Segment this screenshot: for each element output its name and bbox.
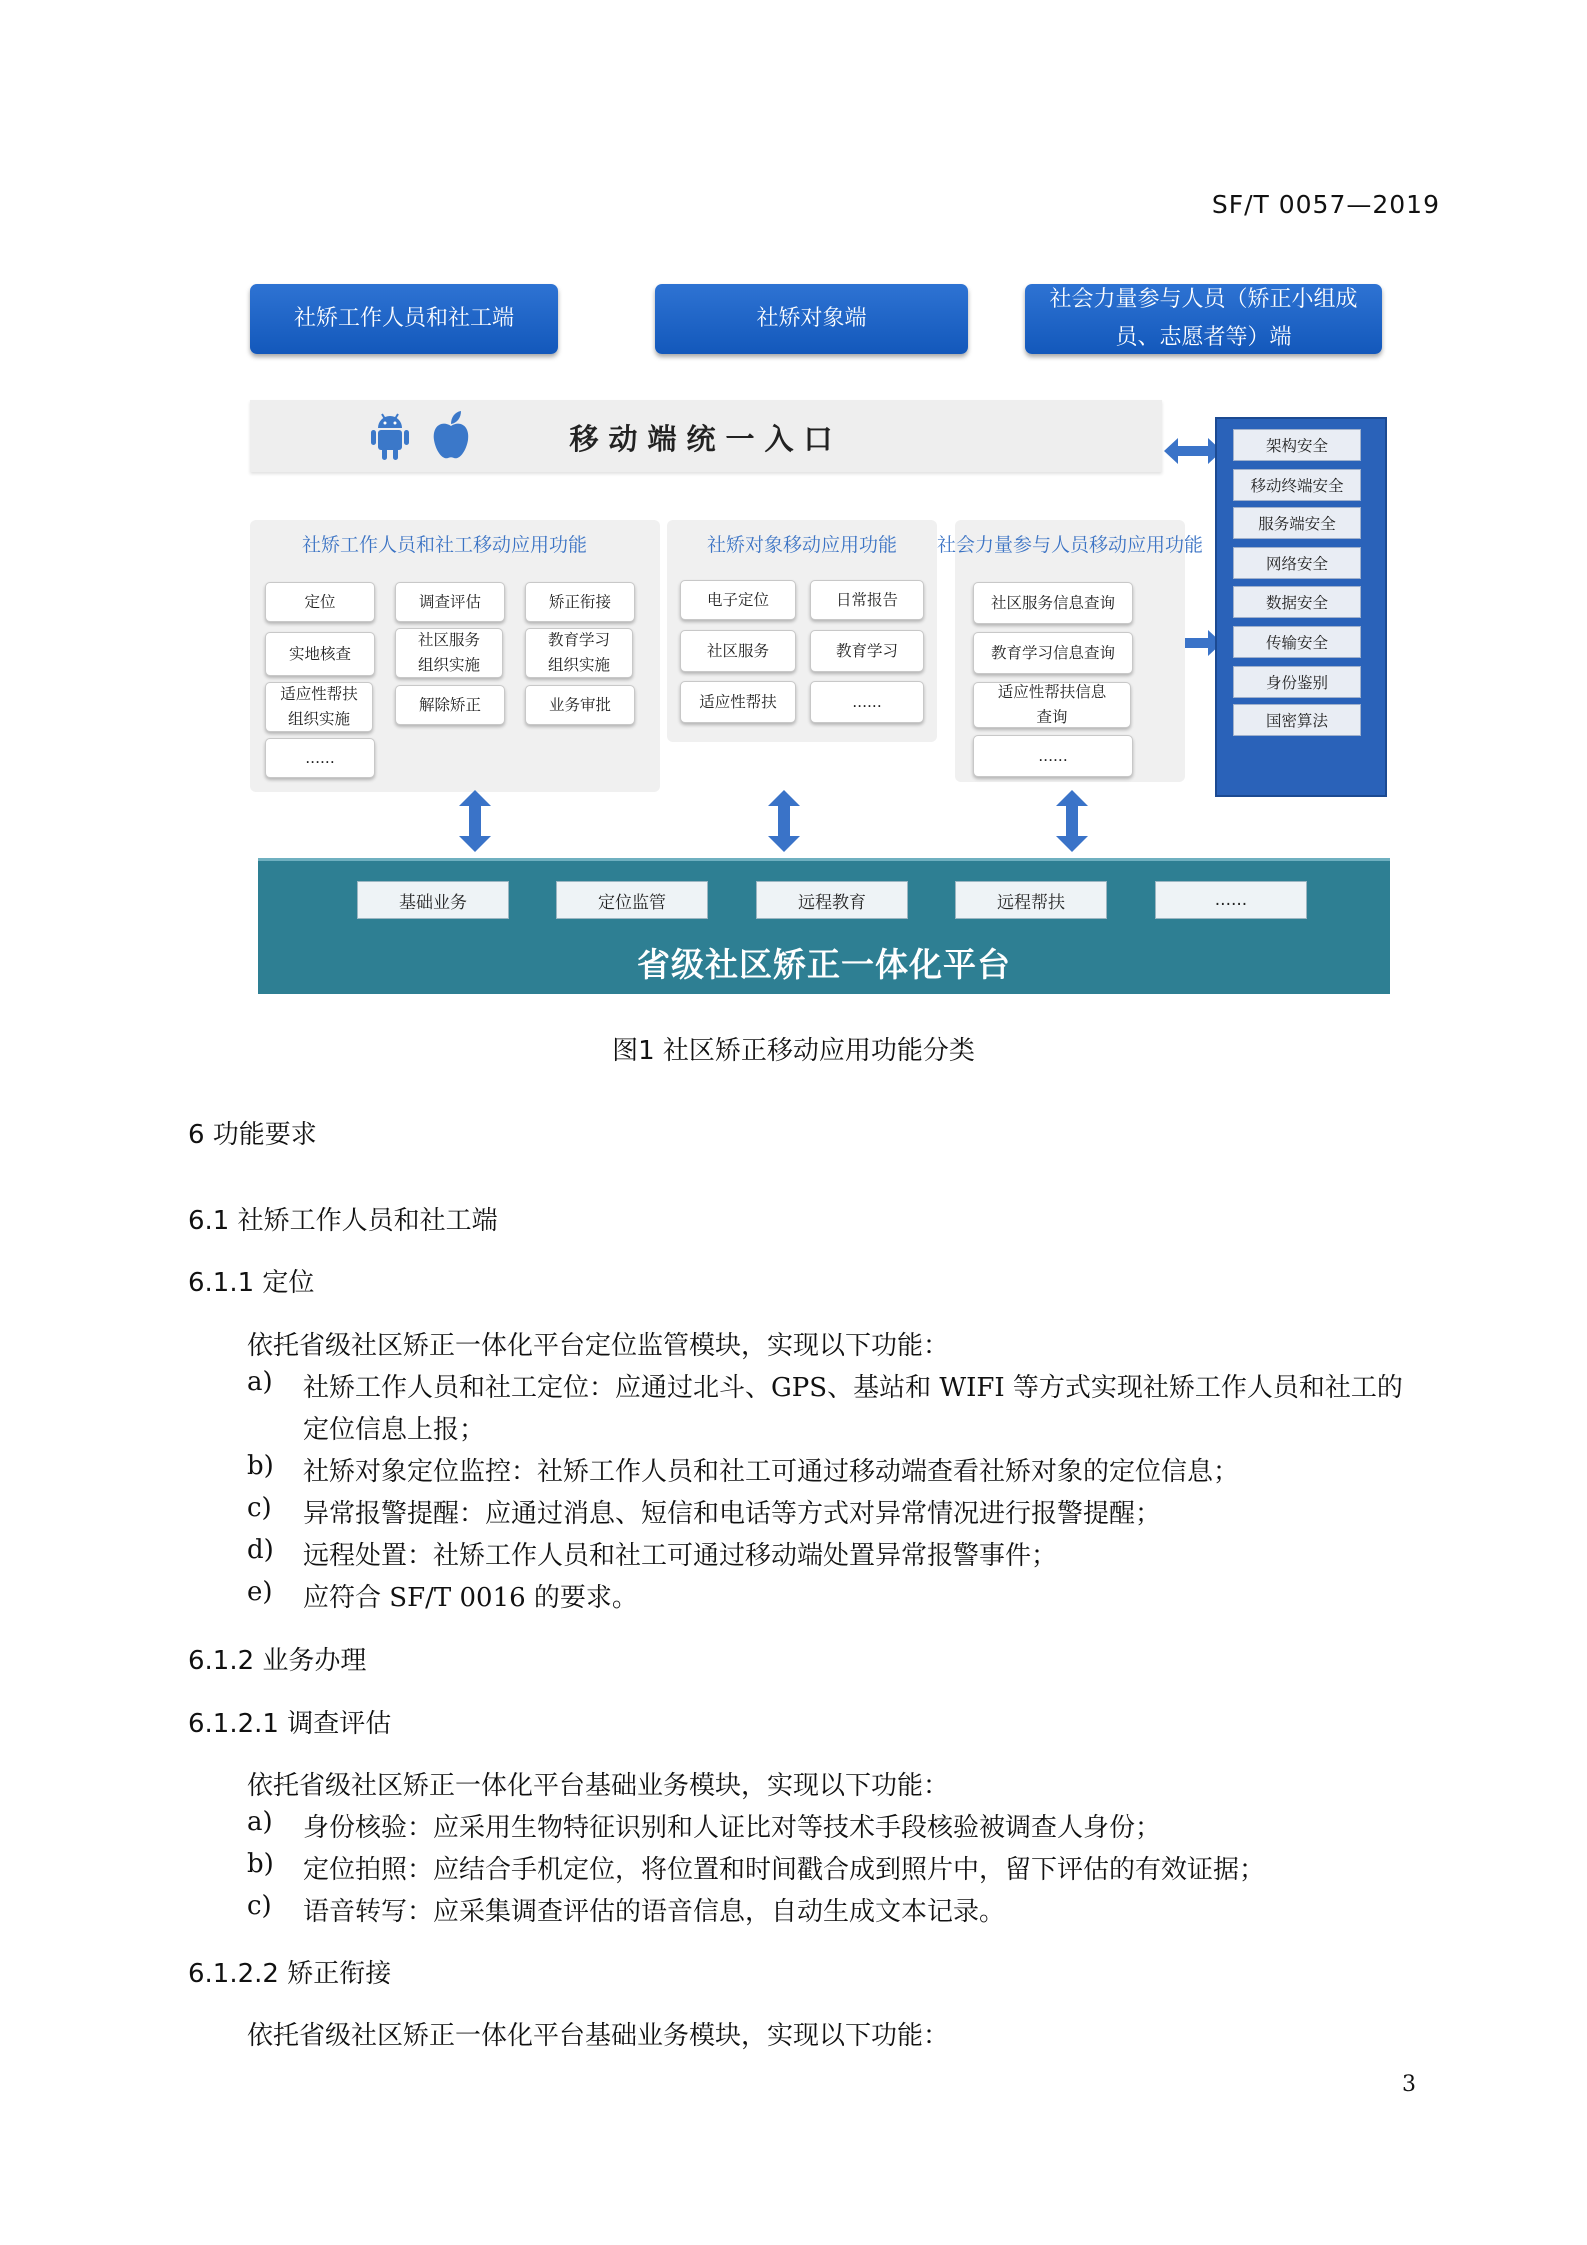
figure-caption: 图1 社区矫正移动应用功能分类 bbox=[612, 1036, 975, 1066]
security-column bbox=[1215, 417, 1387, 797]
function-box: 社区服务 bbox=[680, 630, 796, 672]
document-id: SF/T 0057—2019 bbox=[1211, 190, 1440, 219]
mobile-entry-bar bbox=[250, 400, 1162, 472]
platform-module: 定位监管 bbox=[556, 881, 708, 919]
list-item: 异常报警提醒：应通过消息、短信和电话等方式对异常情况进行报警提醒； bbox=[303, 1499, 1162, 1529]
security-item: 服务端安全 bbox=[1233, 507, 1361, 539]
section-heading: 6 功能要求 bbox=[188, 1120, 317, 1150]
list-label: b) bbox=[247, 1451, 274, 1481]
function-box: 教育学习 bbox=[810, 630, 924, 672]
section-heading: 6.1.2.1 调查评估 bbox=[188, 1709, 392, 1739]
list-item: 定位拍照：应结合手机定位，将位置和时间戳合成到照片中，留下评估的有效证据； bbox=[303, 1855, 1266, 1885]
list-label: b) bbox=[247, 1849, 274, 1879]
list-label: d) bbox=[247, 1535, 274, 1565]
security-item: 移动终端安全 bbox=[1233, 469, 1361, 501]
paragraph: 依托省级社区矫正一体化平台基础业务模块，实现以下功能： bbox=[247, 2021, 950, 2051]
function-box: 社区服务组织实施 bbox=[395, 628, 503, 678]
architecture-figure bbox=[0, 0, 1587, 1000]
list-item: 身份核验：应采用生物特征识别和人证比对等技术手段核验被调查人身份； bbox=[303, 1813, 1162, 1843]
function-box: 定位 bbox=[265, 582, 375, 622]
function-box: ...... bbox=[265, 738, 375, 778]
social-function-panel bbox=[936, 520, 1203, 782]
platform-title: 省级社区矫正一体化平台 bbox=[637, 945, 1011, 984]
list-label: a) bbox=[247, 1367, 273, 1397]
function-box: ...... bbox=[973, 735, 1133, 777]
offender-function-panel bbox=[667, 520, 937, 742]
function-box: 业务审批 bbox=[525, 685, 635, 725]
function-box: 适应性帮扶 bbox=[680, 681, 796, 723]
list-item: 应符合 SF/T 0016 的要求。 bbox=[303, 1583, 638, 1613]
platform-module: ...... bbox=[1155, 881, 1307, 919]
vertical-double-arrow-icon bbox=[457, 790, 493, 852]
panel-title: 社会力量参与人员移动应用功能 bbox=[936, 534, 1203, 556]
function-box: 电子定位 bbox=[680, 580, 796, 620]
page-number: 3 bbox=[1402, 2072, 1416, 2097]
mobile-entry-title: 移动端统一入口 bbox=[569, 422, 843, 456]
staff-function-panel bbox=[250, 520, 660, 792]
paragraph: 依托省级社区矫正一体化平台定位监管模块，实现以下功能： bbox=[247, 1331, 950, 1361]
platform-module: 远程帮扶 bbox=[955, 881, 1107, 919]
security-item: 身份鉴别 bbox=[1233, 666, 1361, 698]
section-heading: 6.1 社矫工作人员和社工端 bbox=[188, 1206, 498, 1236]
list-item: 远程处置：社矫工作人员和社工可通过移动端处置异常报警事件； bbox=[303, 1541, 1058, 1571]
security-item: 架构安全 bbox=[1233, 429, 1361, 461]
client-social-button: 社会力量参与人员（矫正小组成员、志愿者等）端 bbox=[1025, 284, 1382, 354]
function-box: 教育学习信息查询 bbox=[973, 632, 1133, 674]
security-item: 国密算法 bbox=[1233, 704, 1361, 736]
list-item: 社矫对象定位监控：社矫工作人员和社工可通过移动端查看社矫对象的定位信息； bbox=[303, 1457, 1240, 1487]
security-item: 传输安全 bbox=[1233, 626, 1361, 658]
platform-module: 基础业务 bbox=[357, 881, 509, 919]
security-item: 网络安全 bbox=[1233, 547, 1361, 579]
function-box: 调查评估 bbox=[395, 582, 505, 622]
list-label: c) bbox=[247, 1891, 272, 1921]
paragraph: 依托省级社区矫正一体化平台基础业务模块，实现以下功能： bbox=[247, 1771, 950, 1801]
function-box: 矫正衔接 bbox=[525, 582, 635, 622]
platform-module: 远程教育 bbox=[756, 881, 908, 919]
list-label: c) bbox=[247, 1493, 272, 1523]
section-heading: 6.1.2.2 矫正衔接 bbox=[188, 1959, 392, 1989]
double-arrow-icon bbox=[1164, 436, 1222, 466]
security-item: 数据安全 bbox=[1233, 586, 1361, 618]
function-box: 日常报告 bbox=[810, 580, 924, 620]
provincial-platform bbox=[258, 858, 1390, 994]
function-box: ...... bbox=[810, 681, 924, 723]
vertical-double-arrow-icon bbox=[766, 790, 802, 852]
function-box: 解除矫正 bbox=[395, 685, 505, 725]
function-box: 教育学习组织实施 bbox=[525, 628, 633, 678]
function-box: 社区服务信息查询 bbox=[973, 582, 1133, 624]
list-label: e) bbox=[247, 1577, 273, 1607]
list-label: a) bbox=[247, 1807, 273, 1837]
panel-title: 社矫对象移动应用功能 bbox=[706, 534, 897, 556]
function-box: 适应性帮扶组织实施 bbox=[265, 682, 373, 732]
list-item: 语音转写：应采集调查评估的语音信息，自动生成文本记录。 bbox=[303, 1897, 1006, 1927]
client-offender-button: 社矫对象端 bbox=[655, 284, 968, 354]
list-item-continuation: 定位信息上报； bbox=[303, 1415, 486, 1445]
section-heading: 6.1.2 业务办理 bbox=[188, 1646, 367, 1676]
function-box: 实地核查 bbox=[265, 632, 375, 676]
vertical-double-arrow-icon bbox=[1054, 790, 1090, 852]
list-item: 社矫工作人员和社工定位：应通过北斗、GPS、基站和 WIFI 等方式实现社矫工作人员和社工的 bbox=[303, 1373, 1403, 1403]
client-staff-button: 社矫工作人员和社工端 bbox=[250, 284, 558, 354]
function-box: 适应性帮扶信息查询 bbox=[973, 682, 1131, 728]
section-heading: 6.1.1 定位 bbox=[188, 1268, 315, 1298]
panel-title: 社矫工作人员和社工移动应用功能 bbox=[302, 534, 588, 556]
